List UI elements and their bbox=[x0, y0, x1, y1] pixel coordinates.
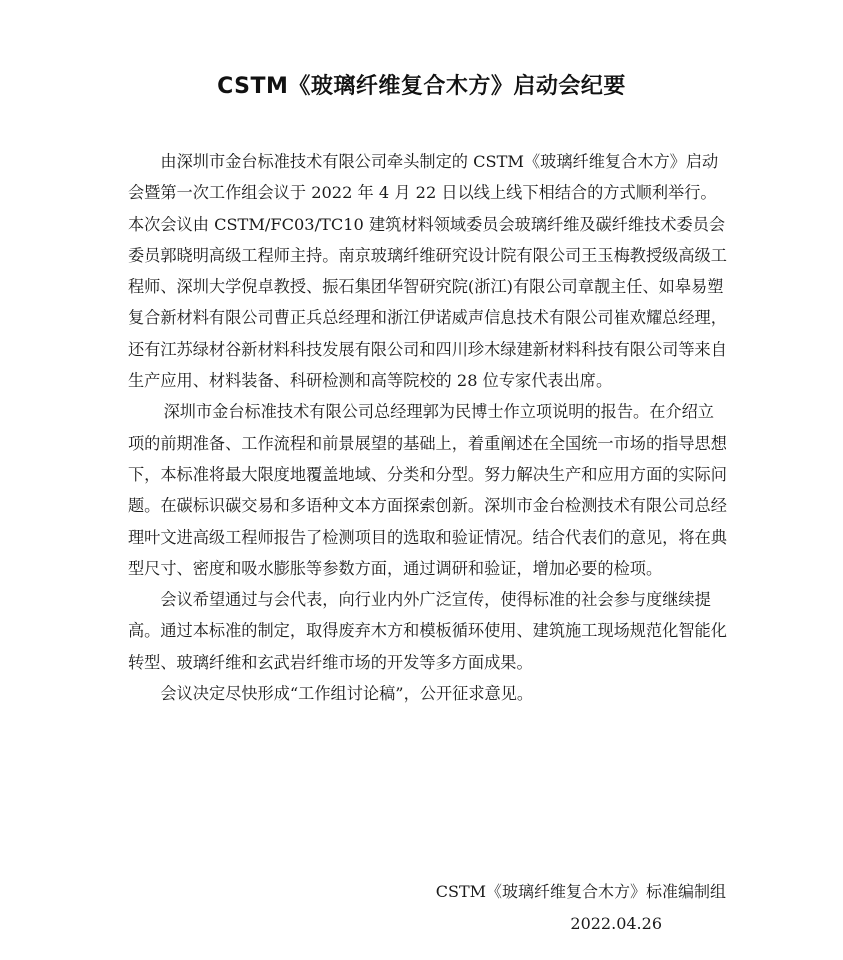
paragraph-meeting-overview: 由深圳市金台标准技术有限公司牵头制定的 CSTM《玻璃纤维复合木方》启动会暨第一次工作组会议于 2022 年 4 月 22 日以线上线下相结合的方式顺利举行。本次会议由 CSTM/FC03/TC10 建筑材料领域委员会玻璃纤维及碳纤维技术委员会委员郭晓明高级工程师主持。南京玻璃纤维研究设计院有限公司王玉梅教授级高级工程师、深圳大学倪卓教授、振石集团华智研究院(浙江)有限公司章靓主任、如皋易塑复合新材料有限公司曹正兵总经理和浙江伊诺威声信息技术有限公司崔欢耀总经理，还有江苏绿材谷新材料科技发展有限公司和四川珍木绿建新材料科技有限公司等来自生产应用、材料装备、科研检测和高等院校的 28 位专家代表出席。 bbox=[128, 152, 727, 391]
paragraph-meeting-hopes: 会议希望通过与会代表，向行业内外广泛宣传，使得标准的社会参与度继续提高。通过本标准的制定，取得废弃木方和模板循环使用、建筑施工现场规范化智能化转型、玻璃纤维和玄武岩纤维市场的开发等多方面成果。 bbox=[128, 590, 727, 672]
signature-block bbox=[436, 876, 726, 940]
signature-date: 2022.04.26 bbox=[570, 914, 662, 933]
document-title: CSTM《玻璃纤维复合木方》启动会纪要 bbox=[217, 74, 626, 99]
paragraph-meeting-decision: 会议决定尽快形成“工作组讨论稿”，公开征求意见。 bbox=[160, 684, 534, 704]
document-body bbox=[128, 146, 728, 709]
signature-organization: CSTM《玻璃纤维复合木方》标准编制组 bbox=[435, 882, 726, 901]
paragraph-project-report: 深圳市金台标准技术有限公司总经理郭为民博士作立项说明的报告。在介绍立项的前期准备、工作流程和前景展望的基础上，着重阐述在全国统一市场的指导思想下，本标准将最大限度地覆盖地域、分类和分型。努力解决生产和应用方面的实际问题。在碳标识碳交易和多语种文本方面探索创新。深圳市金台检测技术有限公司总经理叶文进高级工程师报告了检测项目的选取和验证情况。结合代表们的意见，将在典型尺寸、密度和吸水膨胀等参数方面，通过调研和验证，增加必要的检项。 bbox=[128, 402, 727, 578]
